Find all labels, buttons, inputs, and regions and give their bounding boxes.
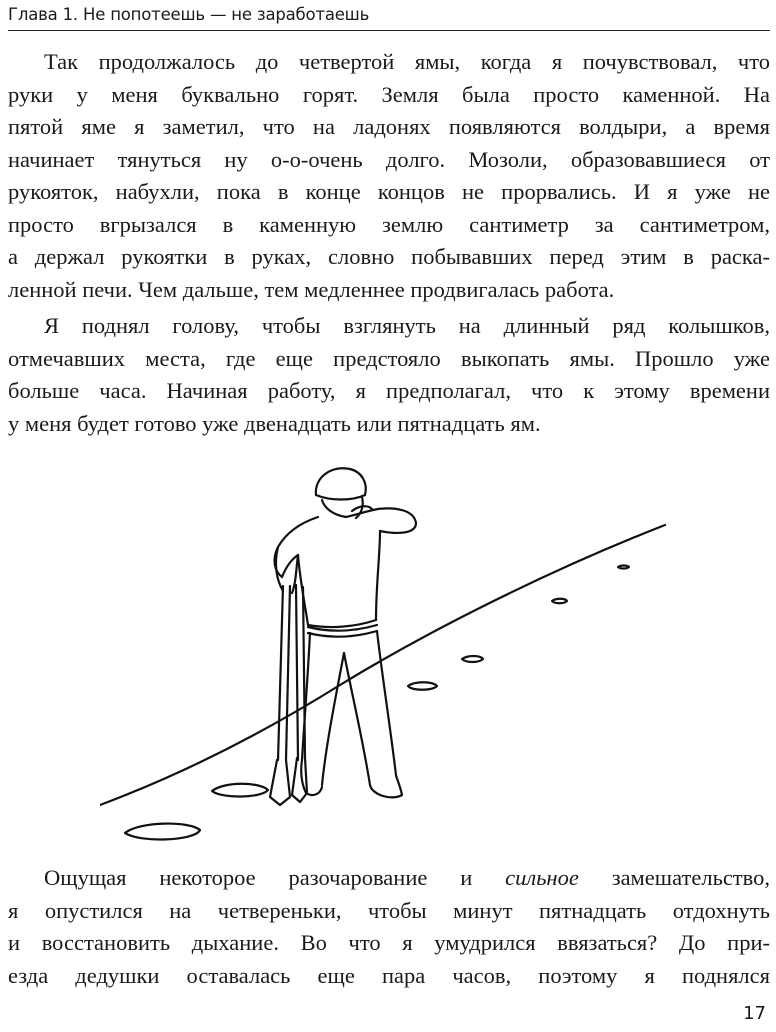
paragraph-3 <box>8 862 770 992</box>
hole-icon <box>408 682 437 690</box>
text-line: рукояток, набухли, пока в конце концов не прорвались. И я уже не <box>8 179 770 204</box>
hole-icon <box>618 566 629 569</box>
hole-icon <box>125 824 200 840</box>
paragraph-2 <box>8 310 770 440</box>
ground-edge-line <box>100 525 665 805</box>
running-header: Глава 1. Не попотеешь — не заработаешь <box>8 5 370 24</box>
text-line: больше часа. Начиная работу, я предполагал, что к этому времени <box>8 378 770 403</box>
text-line: начинает тянуться ну о-о-очень долго. Мозоли, образовавшиеся от <box>8 146 770 172</box>
page-number: 17 <box>743 1003 766 1024</box>
text-line: пятой яме я заметил, что на ладонях появляются волдыри, а время <box>8 114 770 139</box>
text-line: у меня будет готово уже двенадцать или пятнадцать ям. <box>8 410 541 436</box>
text-line: ленной печи. Чем дальше, тем медленнее продвигалась работа. <box>8 276 615 302</box>
header-rule <box>8 30 770 31</box>
text-fragment: замешательство, <box>611 865 770 890</box>
text-fragment: Ощущая некоторое разочарование и <box>44 865 473 890</box>
text-line: я опустился на четвереньки, чтобы минут пятнадцать отдохнуть <box>8 897 770 923</box>
text-line: езда дедушки оставалась еще пара часов, поэтому я поднялся <box>8 962 770 988</box>
text-line: отмечавших места, где еще предстояло выкопать ямы. Прошло уже <box>8 345 770 371</box>
text-line: и восстановить дыхание. Во что я умудрился ввязаться? До при- <box>8 930 770 955</box>
text-line: Я поднял голову, чтобы взглянуть на длинный ряд колышков, <box>44 313 770 338</box>
text-line: просто вгрызался в каменную землю сантиметр за сантиметром, <box>8 211 770 237</box>
hole-icon <box>212 784 268 797</box>
paragraph-1 <box>8 46 770 306</box>
emphasis-text: сильное <box>505 865 579 890</box>
text-line: а держал рукоятки в руках, словно побывавших перед этим в раска- <box>8 244 770 269</box>
text-line: Так продолжалось до четвертой ямы, когда я почувствовал, что <box>44 49 770 74</box>
text-line <box>8 862 770 895</box>
man-digging-illustration <box>100 455 670 855</box>
text-line: руки у меня буквально горят. Земля была просто каменной. На <box>8 81 770 107</box>
hole-icon <box>462 656 483 662</box>
hole-icon <box>552 599 567 604</box>
